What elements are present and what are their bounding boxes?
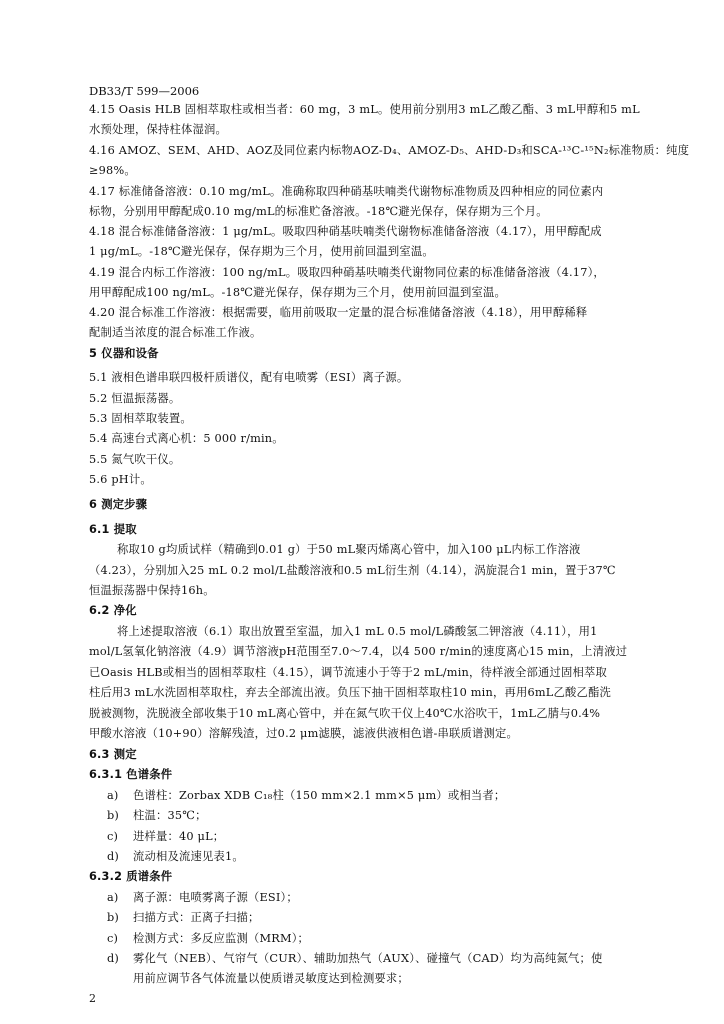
- para-6-2-line4: 柱后用3 mL水洗固相萃取柱，弃去全部流出液。负压下抽干固相萃取柱10 min，再用6mL乙酸乙酯洗: [89, 686, 611, 699]
- scan-mode: 扫描方式：正离子扫描；: [133, 911, 260, 924]
- mobile-phase: 流动相及流速见表1。: [133, 850, 244, 863]
- section-5-heading: 5 仪器和设备: [89, 347, 159, 360]
- item-4-20-line2: 配制适当浓度的混合标准工作液。: [89, 326, 262, 339]
- section-6-3-heading: 6.3 测定: [89, 748, 137, 761]
- injection-volume: 进样量：40 μL；: [133, 830, 225, 843]
- item-4-15-line1: 4.15 Oasis HLB 固相萃取柱或相当者：60 mg，3 mL。使用前分别用3 mL乙酸乙酯、3 mL甲醇和5 mL: [89, 103, 640, 116]
- section-6-3-1-heading: 6.3.1 色谱条件: [89, 768, 173, 781]
- page-number: 2: [89, 992, 96, 1005]
- section-6-3-2-heading: 6.3.2 质谱条件: [89, 870, 173, 883]
- section-6-2-heading: 6.2 净化: [89, 604, 137, 617]
- item-4-15-line2: 水预处理，保持柱体湿润。: [89, 123, 227, 136]
- para-6-1-line1: 称取10 g均质试样（精确到0.01 g）于50 mL聚丙烯离心管中，加入100 μL内标工作溶液: [117, 543, 581, 556]
- list-marker: b): [107, 809, 120, 822]
- item-4-19-line2: 用甲醇配成100 ng/mL。-18℃避光保存，保存期为三个月，使用前回温到室温。: [89, 286, 507, 299]
- para-6-2-line5: 脱被测物，洗脱液全部收集于10 mL离心管中，并在氮气吹干仪上40℃水浴吹干，1mL乙腈与0.4%: [89, 707, 601, 720]
- item-5-1: 5.1 液相色谱串联四极杆质谱仪，配有电喷雾（ESI）离子源。: [89, 371, 409, 384]
- gas-settings-line1: 雾化气（NEB）、气帘气（CUR）、辅助加热气（AUX）、碰撞气（CAD）均为高纯氮气；使: [133, 952, 603, 965]
- item-4-20-line1: 4.20 混合标准工作溶液：根据需要，临用前吸取一定量的混合标准储备溶液（4.18），用甲醇稀释: [89, 306, 588, 319]
- detection-mode: 检测方式：多反应监测（MRM）；: [133, 932, 310, 945]
- list-marker: d): [107, 952, 120, 965]
- item-5-4: 5.4 高速台式离心机：5 000 r/min。: [89, 432, 284, 445]
- list-marker: c): [107, 830, 119, 843]
- item-5-6: 5.6 pH计。: [89, 473, 152, 486]
- list-marker: c): [107, 932, 119, 945]
- item-5-3: 5.3 固相萃取装置。: [89, 412, 192, 425]
- item-4-18-line2: 1 μg/mL。-18℃避光保存，保存期为三个月，使用前回温到室温。: [89, 245, 434, 258]
- item-4-16-line1: 4.16 AMOZ、SEM、AHD、AOZ及同位素内标物AOZ-D₄、AMOZ-D₅、AHD-D₃和SCA-¹³C-¹⁵N₂标准物质：纯度: [89, 144, 690, 157]
- item-5-5: 5.5 氮气吹干仪。: [89, 453, 181, 466]
- item-4-19-line1: 4.19 混合内标工作溶液：100 ng/mL。吸取四种硝基呋喃类代谢物同位素的标准储备溶液（4.17），: [89, 266, 605, 279]
- item-4-16-line2: ≥98%。: [89, 164, 136, 177]
- para-6-2-line2: mol/L氢氧化钠溶液（4.9）调节溶液pH范围至7.0～7.4，以4 500 r/min的速度离心15 min，上清液过: [89, 645, 628, 658]
- item-4-17-line2: 标物，分别用甲醇配成0.10 mg/mL的标准贮备溶液。-18℃避光保存，保存期为三个月。: [89, 205, 548, 218]
- item-4-17-line1: 4.17 标准储备溶液：0.10 mg/mL。准确称取四种硝基呋喃类代谢物标准物质及四种相应的同位素内: [89, 185, 604, 198]
- column-temperature: 柱温：35℃；: [133, 809, 207, 822]
- section-6-heading: 6 测定步骤: [89, 498, 148, 511]
- list-marker: a): [107, 789, 119, 802]
- standard-code-header: DB33/T 599—2006: [89, 84, 200, 98]
- ion-source: 离子源：电喷雾离子源（ESI）；: [133, 891, 298, 904]
- item-5-2: 5.2 恒温振荡器。: [89, 392, 181, 405]
- para-6-1-line3: 恒温振荡器中保持16h。: [89, 584, 215, 597]
- para-6-1-line2: （4.23），分别加入25 mL 0.2 mol/L盐酸溶液和0.5 mL衍生剂（4.14），涡旋混合1 min，置于37℃: [89, 564, 616, 577]
- list-marker: a): [107, 891, 119, 904]
- item-4-18-line1: 4.18 混合标准储备溶液：1 μg/mL。吸取四种硝基呋喃类代谢物标准储备溶液（4.17），用甲醇配成: [89, 225, 602, 238]
- para-6-2-line3: 已Oasis HLB或相当的固相萃取柱（4.15），调节流速小于等于2 mL/min，待样液全部通过固相萃取: [89, 666, 607, 679]
- list-marker: d): [107, 850, 120, 863]
- para-6-2-line1: 将上述提取溶液（6.1）取出放置至室温，加入1 mL 0.5 mol/L磷酸氢二钾溶液（4.11），用1: [117, 625, 598, 638]
- para-6-2-line6: 甲酸水溶液（10+90）溶解残渣，过0.2 μm滤膜，滤液供液相色谱-串联质谱测定。: [89, 727, 518, 740]
- gas-settings-line2: 用前应调节各气体流量以使质谱灵敏度达到检测要求；: [133, 972, 409, 985]
- chromatography-column: 色谱柱：Zorbax XDB C₁₈柱（150 mm×2.1 mm×5 μm）或相当者；: [133, 789, 506, 802]
- list-marker: b): [107, 911, 120, 924]
- section-6-1-heading: 6.1 提取: [89, 523, 137, 536]
